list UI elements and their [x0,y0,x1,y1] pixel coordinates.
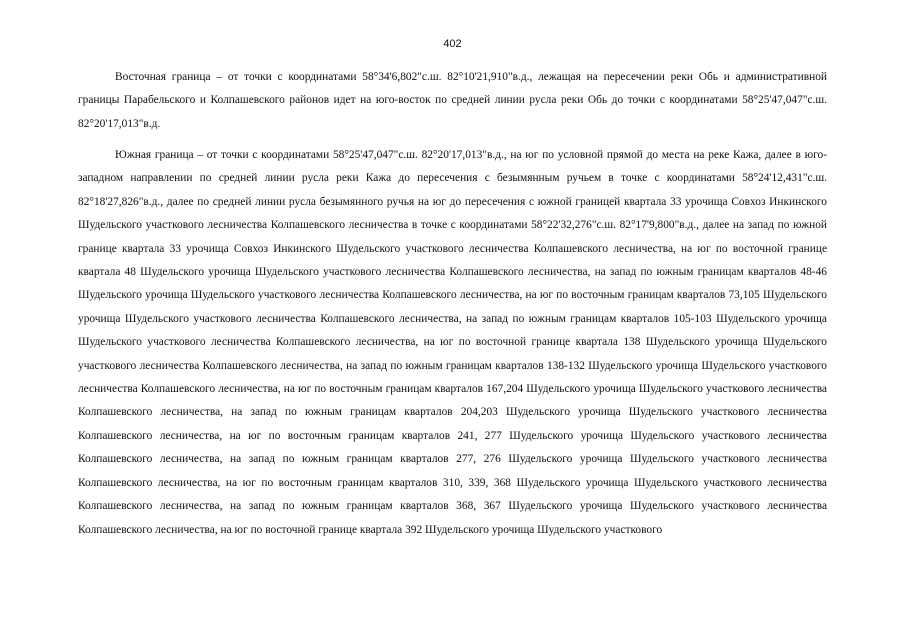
page-number: 402 [443,38,462,50]
paragraph-south-border: Южная граница – от точки с координатами 58°25'47,047"с.ш. 82°20'17,013"в.д., на юг по условной прямой до места на реке Кажа, далее в юго-западном направлении по средней линии русла реки Кажа до пересечения с безымянным ручьем в точке с координатами 58°24'12,431"с.ш. 82°18'27,826"в.д., далее по средней линии русла безымянного ручья на юг до пересечения с южной границей квартала 33 урочища Совхоз Инкинского Шудельского участкового лесничества Колпашевского лесничества в точке с координатами 58°22'32,276"с.ш. 82°17'9,800"в.д., далее на запад по южной границе квартала 33 урочища Совхоз Инкинского Шудельского участкового лесничества Колпашевского лесничества, на юг по восточной границе квартала 48 Шудельского урочища Шудельского участкового лесничества Колпашевского лесничества, на запад по южным границам кварталов 48-46 Шудельского урочища Шудельского участкового лесничества Колпашевского лесничества, на юг по восточным границам кварталов 73,105 Шудельского урочища Шудельского участкового лесничества Колпашевского лесничества, на запад по южным границам кварталов 105-103 Шудельского урочища Шудельского участкового лесничества Колпашевского лесничества, на юг по восточной границе квартала 138 Шудельского урочища Шудельского участкового лесничества Колпашевского лесничества, на запад по южным границам кварталов 138-132 Шудельского урочища Шудельского участкового лесничества Колпашевского лесничества, на юг по восточным границам кварталов 167,204 Шудельского урочища Шудельского участкового лесничества Колпашевского лесничества, на запад по южным границам кварталов 204,203 Шудельского урочища Шудельского участкового лесничества Колпашевского лесничества, на юг по восточным границам кварталов 241, 277 Шудельского урочища Шудельского участкового лесничества Колпашевского лесничества, на запад по южным границам кварталов 277, 276 Шудельского урочища Шудельского участкового лесничества Колпашевского лесничества, на юг по восточным границам кварталов 310, 339, 368 Шудельского урочища Шудельского участкового лесничества Колпашевского лесничества, на запад по южным границам кварталов 368, 367 Шудельского урочища Шудельского участкового лесничества Колпашевского лесничества, на юг по восточной границе квартала 392 Шудельского урочища Шудельского участкового [78,149,827,536]
paragraph-east-border: Восточная граница – от точки с координатами 58°34'6,802"с.ш. 82°10'21,910"в.д., лежащая на пересечении реки Обь и административной границы Парабельского и Колпашевского районов идет на юго-восток по средней линии русла реки Обь до точки с координатами 58°25'47,047"с.ш. 82°20'17,013"в.д. [78,71,827,130]
